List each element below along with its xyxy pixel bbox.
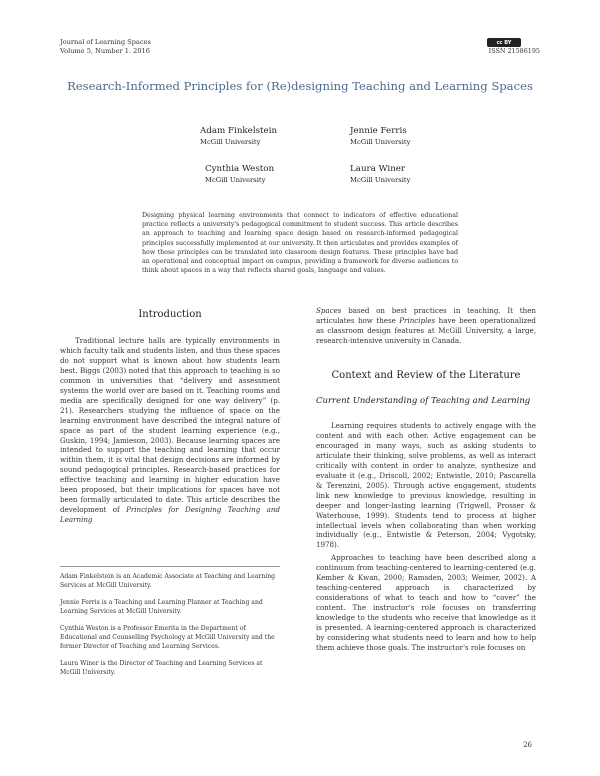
continued-text: have been operationalized as classroom design features at McGill University, a large, research-intensive university in Canada.: [316, 315, 536, 345]
italic-term: Spaces: [316, 306, 342, 315]
author-affiliation: McGill University: [205, 176, 266, 184]
context-heading: Context and Review of the Literature: [331, 370, 521, 381]
body-paragraph: Learning requires students to actively engage with the content and with each other. Active engagement can be encouraged in many ways, such as asking students to articulate their thinking, solve problems, as well as interact critically with content in order to analyze, synthesize and evaluate it (e.g., Driscoll, 2002; Entwistle, 2010; Pascarella & Terenzini, 2005). Through active engagement, students link new knowledge to previous knowledge, resulting in deeper and longer-lasting learning (Trigwell, Prosser & Waterhouse, 1999). Students tend to process at higher intellectual levels when collaborating than when working individually (e.g., Entwistle & Peterson, 2004; Vygotsky, 1978).: [316, 421, 536, 550]
author-block: [200, 126, 277, 147]
author-note: Adam Finkelstein is an Academic Associate at Teaching and Learning Services at McGill University.: [60, 573, 276, 589]
author-name: Cynthia Weston: [205, 164, 275, 174]
author-name: Adam Finkelstein: [200, 126, 278, 136]
author-notes: [60, 573, 280, 686]
journal-volume: Volume 5, Number 1. 2016: [60, 47, 150, 55]
right-column: [316, 421, 536, 653]
author-block: [350, 164, 411, 185]
subheading: Current Understanding of Teaching and Learning: [316, 396, 531, 406]
journal-name: Journal of Learning Spaces: [60, 38, 151, 46]
issn: ISSN 21586195: [488, 47, 540, 55]
intro-italic: Principles for Designing Teaching and Learning: [60, 505, 280, 525]
author-note: Laura Winer is the Director of Teaching and Learning Services at McGill University.: [60, 660, 263, 676]
body-paragraph: Approaches to teaching have been described along a continuum from teaching-centered to learning-centered (e.g. Kember & Kwan, 2000; Ramsden, 2003; Weimer, 2002). A teaching-centered approach is characterized by considerations of what to teach and how to “cover” the content. The instructor's role focuses on transferring knowledge to the students who receive that knowledge as it is presented. A learning-centered approach is characterized by considering what students need to learn and how to help them achieve those goals. The instructor's role focuses on: [316, 553, 536, 652]
cc-license-icon[interactable]: [487, 38, 521, 47]
continued-text: based on best practices in teaching. It then articulates how these: [316, 306, 536, 325]
right-column-continuation: [316, 306, 536, 346]
author-affiliation: McGill University: [350, 138, 411, 146]
footnote-divider: [60, 566, 280, 567]
author-note: Cynthia Weston is a Professor Emerita in the Department of Educational and Counselling Psychology at McGill University and the former Director of Teaching and Learning Services.: [60, 625, 275, 650]
left-column: [60, 336, 280, 525]
author-affiliation: McGill University: [200, 138, 261, 146]
author-name: Jennie Ferris: [350, 126, 407, 136]
page-number: 26: [523, 741, 532, 749]
italic-term: Principles: [399, 315, 436, 325]
author-name: Laura Winer: [350, 164, 406, 174]
intro-heading: Introduction: [138, 309, 202, 320]
abstract: Designing physical learning environments that connect to indicators of effective educational practice reflects a university's pedagogical commitment to student success. This article describes an approach to teaching and learning space design based on research-informed pedagogical principles successfully implemented at our university. It then articulates and provides examples of how those principles can be translated into classroom design features. These principles have had an operational and conceptual impact on campus, providing a framework for diverse audiences to think about spaces in a way that reflects shared goals, language and values.: [142, 212, 458, 275]
license-badge-label: cc BY: [496, 39, 512, 46]
paper-title: Research-Informed Principles for (Re)designing Teaching and Learning Spaces: [67, 79, 533, 93]
author-block: [205, 164, 274, 185]
author-affiliation: McGill University: [350, 176, 411, 184]
journal-info: [60, 38, 151, 56]
intro-paragraph: Traditional lecture halls are typically environments in which faculty talk and students listen, and thus these spaces do not support what is known about how students learn best. Biggs (2003) noted that this approach to teaching is so common in universities that “delivery and assessment systems the world over are based on it. Teaching rooms and media are specifically designed for one way delivery” (p. 21). Researchers studying the influence of space on the learning environment have described the integral nature of space as part of the student learning experience (e.g., Guskin, 1994; Jamieson, 2003). Because learning spaces are intended to support the teaching and learning that occur within them, it is vital that design decisions are informed by sound pedagogical principles. Research-based practices for effective teaching and learning in higher education have been proposed, but their implications for spaces have not been formally articulated to date. This article describes the development of: [60, 336, 280, 515]
author-block: [350, 126, 411, 147]
author-note: Jennie Ferris is a Teaching and Learning Planner at Teaching and Learning Services at McGill University.: [60, 599, 263, 615]
